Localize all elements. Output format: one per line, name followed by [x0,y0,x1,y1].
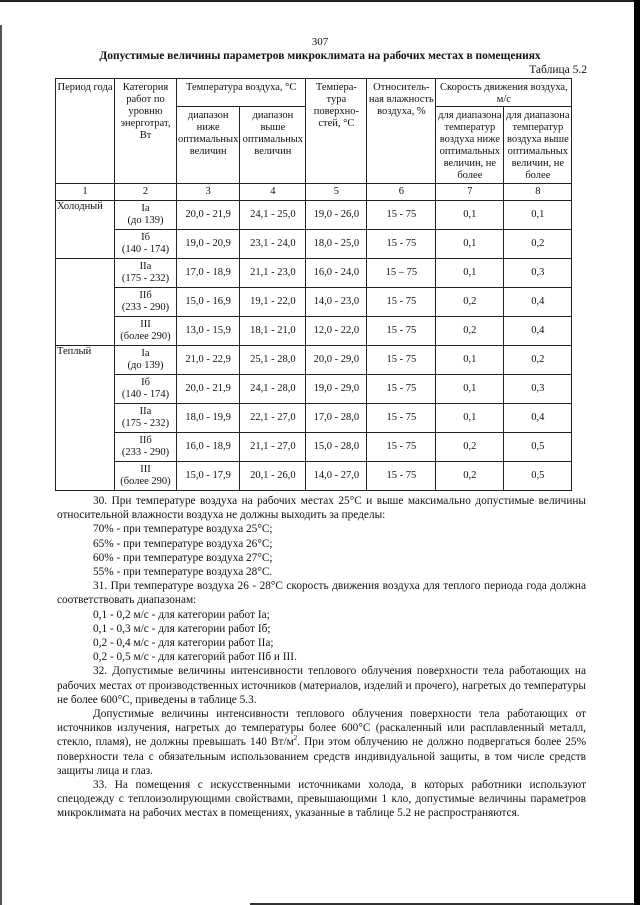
speed-below-cell: 0,1 [436,375,504,404]
temp-above-cell: 23,1 - 24,0 [240,230,306,259]
speed-below-cell: 0,1 [436,346,504,375]
humidity-cell: 15 - 75 [367,317,436,346]
speed-below-cell: 0,2 [436,317,504,346]
period-cell: Холодный [56,201,115,259]
category-cell: IIб (233 - 290) [115,433,177,462]
page-number: 307 [311,36,329,48]
speed-above-cell: 0,4 [504,288,572,317]
table-row [56,404,572,433]
speed-below-cell: 0,1 [436,230,504,259]
page-title: Допустимые величины параметров микроклимата на рабочих местах в помещениях [99,50,541,62]
temp-below-cell: 17,0 - 18,9 [177,259,240,288]
speed-below-cell: 0,1 [436,201,504,230]
temp-below-cell: 20,0 - 21,9 [177,201,240,230]
humidity-cell: 15 - 75 [367,433,436,462]
header-period: Период года [56,79,115,184]
surface-temp-cell: 16,0 - 24,0 [306,259,367,288]
period-cell: Теплый [56,346,115,491]
paragraph-31: 31. При температуре воздуха 26 - 28°С скорость движения воздуха для теплого периода года должна соответствовать диапазонам: [57,580,586,607]
category-cell: IIб (233 - 290) [115,288,177,317]
header-air-speed-above: для диапазона температур воздуха выше оптимальных величин, не более [504,107,572,184]
temp-above-cell: 18,1 - 21,0 [240,317,306,346]
surface-temp-cell: 12,0 - 22,0 [306,317,367,346]
category-cell: Ia (до 139) [115,201,177,230]
column-number: 4 [240,184,306,201]
table-row [56,288,572,317]
column-number: 5 [306,184,367,201]
header-air-speed: Скорость движения воздуха, м/с [436,79,572,107]
list-item: 0,1 - 0,2 м/с - для категории работ Ia; [93,608,270,621]
speed-above-cell: 0,4 [504,317,572,346]
body-text [57,494,586,821]
humidity-cell: 15 – 75 [367,259,436,288]
list-item: 0,2 - 0,5 м/с - для категорий работ IIб и III. [93,651,297,664]
surface-temp-cell: 17,0 - 28,0 [306,404,367,433]
speed-above-cell: 0,2 [504,346,572,375]
list-item: 70% - при температуре воздуха 25°С; [93,523,273,536]
table-row [56,259,572,288]
category-cell: IIa (175 - 232) [115,404,177,433]
temp-above-cell: 21,1 - 27,0 [240,433,306,462]
humidity-cell: 15 - 75 [367,462,436,491]
speed-below-cell: 0,2 [436,462,504,491]
speed-above-cell: 0,5 [504,462,572,491]
speed-below-cell: 0,2 [436,433,504,462]
temp-below-cell: 19,0 - 20,9 [177,230,240,259]
paragraph-30: 30. При температуре воздуха на рабочих местах 25°С и выше максимально допустимые величины относительной влажности воздуха не должны выходить за пределы: [57,495,586,522]
temp-above-cell: 20,1 - 26,0 [240,462,306,491]
list-item: 65% - при температуре воздуха 26°С; [93,537,273,550]
speed-below-cell: 0,1 [436,259,504,288]
surface-temp-cell: 19,0 - 29,0 [306,375,367,404]
category-cell: Ia (до 139) [115,346,177,375]
table-row [56,317,572,346]
header-humidity: Относитель-ная влажность воздуха, % [367,79,436,184]
header-air-speed-below: для диапазона температур воздуха ниже оптимальных величин, не более [436,107,504,184]
humidity-cell: 15 - 75 [367,404,436,433]
temp-below-cell: 15,0 - 17,9 [177,462,240,491]
list-item: 0,2 - 0,4 м/с - для категории работ IIa; [93,637,274,650]
speed-below-cell: 0,1 [436,404,504,433]
temp-above-cell: 19,1 - 22,0 [240,288,306,317]
speed-above-cell: 0,3 [504,259,572,288]
paragraph-32: 32. Допустимые величины интенсивности теплового облучения поверхности тела работающих на рабочих местах от производственных источников (материалов, изделий и прочего), нагретых до температуры не более 600°С, приведены в таблице 5.3. [57,665,586,706]
temp-below-cell: 20,0 - 21,9 [177,375,240,404]
header-air-temp: Температура воздуха, °С [177,79,306,107]
surface-temp-cell: 15,0 - 28,0 [306,433,367,462]
temp-below-cell: 21,0 - 22,9 [177,346,240,375]
column-number: 2 [115,184,177,201]
category-cell: III (более 290) [115,462,177,491]
scan-edge-right [634,0,640,905]
paragraph-32b: Допустимые величины интенсивности теплового облучения поверхности тела работающих от источников излучения, нагретых до температуры более 600°С (раскаленный или расплавленный металл, стекло, пламя), не должны превышать 140 $Вт/м^2$. При этом облучению не должно подвергаться более 25% поверхности тела с обязательным использованием средств индивидуальной защиты, в том числе средств защиты лица и глаз. [57,708,586,777]
column-number-row [56,184,572,201]
surface-temp-cell: 18,0 - 25,0 [306,230,367,259]
speed-above-cell: 0,3 [504,375,572,404]
category-cell: III (более 290) [115,317,177,346]
column-number: 1 [56,184,115,201]
surface-temp-cell: 19,0 - 26,0 [306,201,367,230]
header-surface-temp: Темпера-тура поверхно-стей, °С [306,79,367,184]
humidity-cell: 15 - 75 [367,375,436,404]
scan-edge-left [0,25,2,905]
speed-above-cell: 0,4 [504,404,572,433]
category-cell: Iб (140 - 174) [115,230,177,259]
period-cell [56,259,115,346]
temp-above-cell: 21,1 - 23,0 [240,259,306,288]
microclimate-table [55,78,572,491]
temp-above-cell: 25,1 - 28,0 [240,346,306,375]
column-number: 6 [367,184,436,201]
temp-below-cell: 16,0 - 18,9 [177,433,240,462]
table-row [56,346,572,375]
column-number: 3 [177,184,240,201]
table-row [56,201,572,230]
humidity-cell: 15 - 75 [367,230,436,259]
temp-above-cell: 22,1 - 27,0 [240,404,306,433]
speed-above-cell: 0,2 [504,230,572,259]
temp-below-cell: 15,0 - 16,9 [177,288,240,317]
table-row [56,375,572,404]
surface-temp-cell: 14,0 - 27,0 [306,462,367,491]
paragraph-33: 33. На помещения с искусственными источниками холода, в которых работники используют спецодежду с теплоизолирующими свойствами, превышающими 1 кло, допустимые величины параметров микроклимата на рабочих местах в помещениях, указанные в таблице 5.2 не распространяются. [57,779,586,820]
temp-above-cell: 24,1 - 28,0 [240,375,306,404]
column-number: 7 [436,184,504,201]
humidity-cell: 15 - 75 [367,201,436,230]
temp-above-cell: 24,1 - 25,0 [240,201,306,230]
list-item: 55% - при температуре воздуха 28°С. [93,566,273,579]
header-air-temp-below: диапазон ниже оптимальных величин [177,107,240,184]
table-label: Таблица 5.2 [529,64,587,76]
header-air-temp-above: диапазон выше оптимальных величин [240,107,306,184]
table-row [56,462,572,491]
list-item: 60% - при температуре воздуха 27°С; [93,551,273,564]
table-row [56,433,572,462]
humidity-cell: 15 - 75 [367,288,436,317]
column-number: 8 [504,184,572,201]
temp-below-cell: 18,0 - 19,9 [177,404,240,433]
speed-below-cell: 0,2 [436,288,504,317]
list-item: 0,1 - 0,3 м/с - для категории работ Iб; [93,622,271,635]
speed-above-cell: 0,5 [504,433,572,462]
speed-above-cell: 0,1 [504,201,572,230]
category-cell: Iб (140 - 174) [115,375,177,404]
category-cell: IIa (175 - 232) [115,259,177,288]
surface-temp-cell: 14,0 - 23,0 [306,288,367,317]
scan-edge-top [0,0,634,2]
surface-temp-cell: 20,0 - 29,0 [306,346,367,375]
header-category: Категория работ по уровню энерготрат, Вт [115,79,177,184]
humidity-cell: 15 - 75 [367,346,436,375]
table-row [56,230,572,259]
temp-below-cell: 13,0 - 15,9 [177,317,240,346]
